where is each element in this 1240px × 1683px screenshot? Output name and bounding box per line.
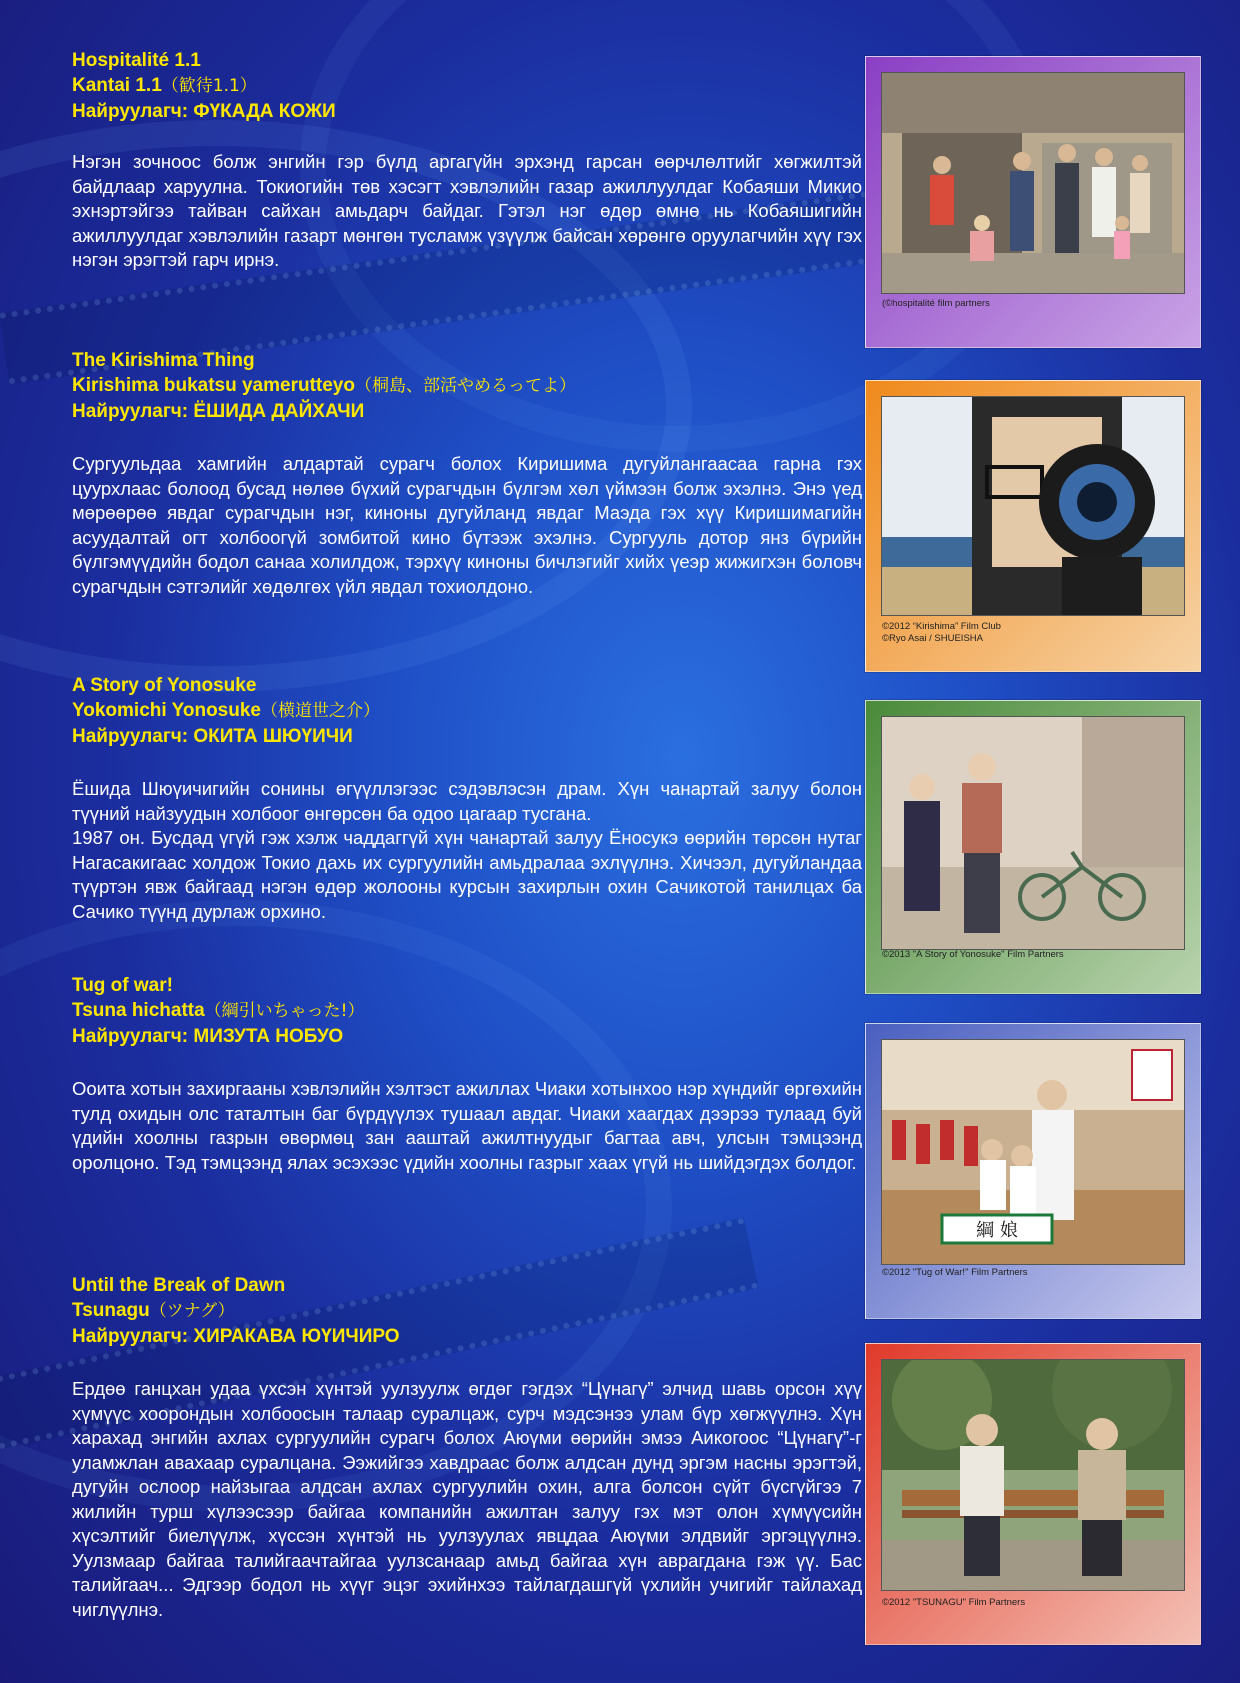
- film-still-image: [881, 1359, 1185, 1591]
- film-still-image: [881, 1039, 1185, 1265]
- film-title-romaji: Tsunagu: [72, 1300, 150, 1321]
- film-title-original: [72, 1298, 862, 1324]
- film-entry: [72, 1273, 862, 1622]
- film-title-japanese: （ツナグ）: [149, 1301, 235, 1321]
- film-title-english: A Story of Yonosuke: [72, 675, 257, 696]
- photo-credit: ©2012 “Kirishima” Film Club ©Ryo Asai / SHUEISHA: [882, 621, 1001, 644]
- film-entry: [72, 48, 862, 273]
- film-title-original: [72, 373, 862, 399]
- film-titles: [72, 973, 862, 1049]
- film-title-original: [72, 73, 862, 99]
- film-still-card: [865, 1023, 1201, 1319]
- film-title-english: The Kirishima Thing: [72, 350, 255, 371]
- film-director: Найруулагч: ФҮКАДА КОЖИ: [72, 101, 336, 122]
- film-still-card: [865, 1343, 1201, 1645]
- film-synopsis: Ёшида Шюүичигийн сонины өгүүллэгээс сэдэвлэсэн драм. Хүн чанартай залуу болон түүний найзуудын холбоог өнгөрсөн ба одоо цагаар тусгана. 1987 он. Бусдад үгүй гэж хэлж чаддаггүй хүн чанартай залуу Ёносукэ өөрийн төрсөн нутаг Нагасакигаас холдож Токио дахь их сургуулийн амьдралаа эхлүүлнэ. Хичээл, дугуйландаа түүртэн явж байгаад нэгэн өдөр жолооны курсын захирлын охин Сачикотой танилцах ба Сачико түүнд дурлаж орхино.: [72, 778, 862, 922]
- film-entry: [72, 673, 862, 924]
- film-synopsis: Нэгэн зочноос болж энгийн гэр бүлд аргагүйн эрхэнд гарсан өөрчлөлтийг хөгжилтэй байдлаар харуулна. Токиогийн төв хэсэгт хэвлэлийн газар ажиллуулдаг Кобаяши Микио эхнэртэйгээ тайван сайхан амьдарч байдаг. Гэтэл нэг өдөр өмнө нь Кобаяшигийн ажиллуулдаг хэвлэлийн газарт мөнгөн тусламж үзүүлж байсан хөрөнгө оруулагчийн хүү гэх нэгэн эрэгтэй гарч ирнэ.: [72, 151, 862, 270]
- film-director: Найруулагч: ОКИТА ШЮҮИЧИ: [72, 726, 353, 747]
- photo-credit: ©2012 "TSUNAGU" Film Partners: [882, 1597, 1026, 1608]
- film-director: Найруулагч: МИЗУТА НОБУО: [72, 1026, 344, 1047]
- film-title-english: Tug of war!: [72, 975, 173, 996]
- film-director: Найруулагч: ХИРАКАВА ЮҮИЧИРО: [72, 1326, 400, 1347]
- film-synopsis: Сургуульдаа хамгийн алдартай сурагч болох Киришима дугуйлангаасаа гарна гэх цуурхлаас болоод бусад нөлөө бүхий сурагчдын бүлгэм хөл үймээн болж эхэлнэ. Энэ үед мөрөөрөө явдаг сурагчдын нэг, киноны дугуйланд явдаг Маэда гэх хүү Киришимагийн асуудалтай огт холбоогүй зомбитой кино бүтээж эхэлнэ. Сургууль дотор янз бүрийн бүлгэмүүдийн бодол санаа холилдож, тэрхүү киноны бичлэгийг хийх үеэр жижигхэн боловч сурагчдын сэтгэлийг хөдөлгөх үйл явдал тохиолдоно.: [72, 453, 862, 597]
- film-director: Найруулагч: ЁШИДА ДАЙХАЧИ: [72, 401, 365, 422]
- film-synopsis: Ооита хотын захиргааны хэвлэлийн хэлтэст ажиллах Чиаки хотынхоо нэр хүндийг өргөхийн тулд охидын олс таталтын баг бүрдүүлэх тушаал авдаг. Чиаки хаагдах дээрээ тулаад буй үдийн хоолны газрын өвөрмөц зан ааштай ажилтнуудыг багтаа авч, улсын тэмцээнд оролцоно. Тэд тэмцээнд ялах эсэхээс үдийн хоолны газрыг хаах үгүй нь шийдэгдэх болдог.: [72, 1078, 862, 1173]
- film-still-card: [865, 380, 1201, 672]
- film-title-english: Until the Break of Dawn: [72, 1275, 286, 1296]
- film-title-romaji: Tsuna hichatta: [72, 1000, 205, 1021]
- film-title-japanese: （歓待1.1）: [161, 76, 257, 96]
- film-title-romaji: Kirishima bukatsu yamerutteyo: [72, 375, 355, 396]
- photo-credit: (©hospitalité film partners: [882, 298, 990, 309]
- photo-credit: ©2012 "Tug of War!" Film Partners: [882, 1267, 1028, 1278]
- film-title-japanese: （横道世之介）: [261, 701, 380, 721]
- film-title-japanese: （桐島、部活やめるってよ）: [354, 376, 576, 396]
- film-titles: [72, 1273, 862, 1349]
- svg-text:綱 娘: 綱 娘: [976, 1220, 1018, 1241]
- film-still-card: [865, 56, 1201, 348]
- film-still-image: [881, 716, 1185, 950]
- film-titles: [72, 48, 862, 124]
- film-titles: [72, 348, 862, 424]
- film-title-japanese: （綱引いちゃった!）: [204, 1001, 365, 1021]
- film-still-card: [865, 700, 1201, 994]
- film-still-image: [881, 396, 1185, 616]
- film-synopsis: Ердөө ганцхан удаа үхсэн хүнтэй уулзуулж өгдөг гэгдэх “Цүнагү” элчид шавь орсон хүү хүмүүс хоорондын холбоосын талаар суралцаж, сурч мэдсэнээ улам бүр хөгжүүлнэ. Хүн харахад энгийн ахлах сургуулийн сурагч болох Аюүми өөрийн эмээ Аикогоос “Цүнагү”-г уламжлан авахаар суралцана. Ээжийгээ хавдраас болж алдсан дунд эргэм насны эрэгтэй, дугуйн ослоор найзыгаа алдсан ахлах сургуулийн охин, алга болсон сүйт бүсгүйгээ 7 жилийн турш хүлээсээр байгаа компанийн ажилтан залуу гэх мэт олон хүмүүсийн хүсэлтийг биелүүлж, хүссэн хүнтэй нь уулзуулах явцдаа Аюүми элдвийг эргэцүүлнэ. Уулзмаар байгаа талийгаачтайгаа уулзсанаар амьд байгаа хүн аврагдана гэж үү. Бас талийгаач... Эдгээр бодол нь хүүг эцэг эхийнхээ тайлагдашгүй үхлийн учигийг тайлахад чиглүүлнэ.: [72, 1378, 862, 1620]
- film-title-romaji: Yokomichi Yonosuke: [72, 700, 261, 721]
- film-titles: [72, 673, 862, 749]
- film-entry: [72, 973, 862, 1175]
- photo-credit: ©2013 "A Story of Yonosuke" Film Partners: [882, 949, 1064, 960]
- film-title-english: Hospitalité 1.1: [72, 50, 201, 71]
- film-still-image: [881, 72, 1185, 294]
- film-entry: [72, 348, 862, 599]
- film-title-original: [72, 698, 862, 724]
- film-title-original: [72, 998, 862, 1024]
- film-title-romaji: Kantai 1.1: [72, 75, 162, 96]
